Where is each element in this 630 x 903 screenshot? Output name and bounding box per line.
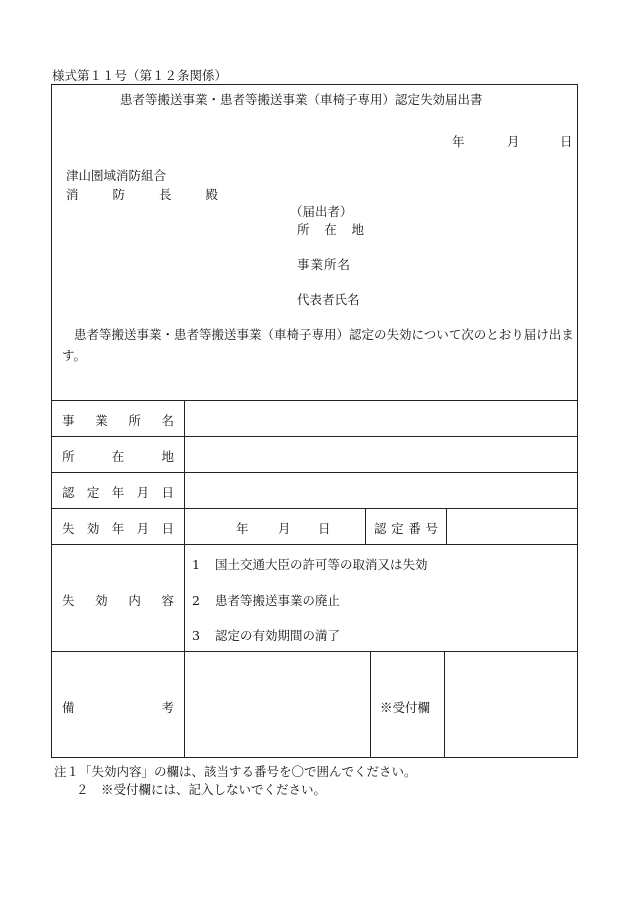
label-cert-date <box>62 483 174 501</box>
label-expiry-date <box>62 519 174 537</box>
reason-num: 2 <box>192 593 200 608</box>
char: 容 <box>161 593 174 608</box>
table-line <box>444 651 445 758</box>
date-day: 日 <box>560 134 573 149</box>
char: 所 <box>128 413 141 428</box>
table-line <box>370 651 371 758</box>
label-office-name <box>62 411 174 429</box>
char: 所 <box>62 449 75 464</box>
addressee-org: 津山圏域消防組合 <box>66 168 167 183</box>
addressee-chief <box>66 185 218 203</box>
char: 効 <box>95 593 108 608</box>
table-line <box>184 400 185 758</box>
char: 年 <box>111 485 125 500</box>
date-year: 年 <box>452 134 465 149</box>
expiry-day[interactable]: 日 <box>318 521 331 536</box>
table-line <box>51 436 578 437</box>
form-number: 様式第１１号（第１２条関係） <box>52 68 228 83</box>
char: 認 <box>374 521 387 536</box>
location-field[interactable] <box>186 438 576 471</box>
char: 号 <box>425 521 438 536</box>
char: 地 <box>351 222 364 237</box>
reason-text: 国土交通大臣の許可等の取消又は失効 <box>214 557 428 572</box>
char: 定 <box>391 521 404 536</box>
char: 業 <box>95 413 108 428</box>
note-2: ２ ※受付欄には、記入しないでください。 <box>76 782 327 797</box>
cert-number-label <box>374 519 438 537</box>
char: 長 <box>158 187 172 202</box>
char: 地 <box>161 449 174 464</box>
form-title: 患者等搬送事業・患者等搬送事業（車椅子専用）認定失効届出書 <box>120 92 483 107</box>
applicant-location-label <box>297 220 364 238</box>
label-expiry-content <box>62 591 174 609</box>
label-remarks <box>62 698 174 716</box>
char: 定 <box>86 485 100 500</box>
table-line <box>51 400 578 401</box>
char: 認 <box>62 485 75 500</box>
applicant-heading: （届出者） <box>290 204 353 219</box>
char: 在 <box>324 222 337 237</box>
remarks-field[interactable] <box>186 653 369 757</box>
table-line <box>446 508 447 544</box>
reason-2[interactable] <box>192 591 340 609</box>
char: 在 <box>111 449 125 464</box>
char: 月 <box>136 485 150 500</box>
char: 失 <box>62 593 75 608</box>
char: 防 <box>112 187 125 202</box>
reception-label: ※受付欄 <box>380 700 431 715</box>
expiry-month[interactable]: 月 <box>278 521 291 536</box>
char: 名 <box>161 413 174 428</box>
char: 日 <box>161 485 174 500</box>
reason-1[interactable] <box>192 555 427 573</box>
char: 殿 <box>205 187 218 202</box>
char: 事 <box>62 413 75 428</box>
label-location <box>62 447 174 465</box>
char: 年 <box>111 521 125 536</box>
char: 所 <box>297 222 310 237</box>
reason-num: 1 <box>192 557 200 572</box>
applicant-office-label: 事業所名 <box>297 257 352 272</box>
table-line <box>51 544 578 545</box>
reason-num: 3 <box>192 628 200 643</box>
char: 番 <box>408 521 421 536</box>
char: 消 <box>66 187 79 202</box>
table-line <box>51 651 578 652</box>
char: 内 <box>128 593 141 608</box>
applicant-rep-label: 代表者氏名 <box>297 292 360 307</box>
reason-3[interactable] <box>192 626 340 644</box>
char: 失 <box>62 521 75 536</box>
char: 効 <box>86 521 100 536</box>
char: 備 <box>62 700 75 715</box>
table-line <box>365 508 366 544</box>
expiry-year[interactable]: 年 <box>236 521 249 536</box>
date-month: 月 <box>507 134 520 149</box>
cert-date-field[interactable] <box>186 474 576 507</box>
char: 日 <box>161 521 174 536</box>
statement: 患者等搬送事業・患者等搬送事業（車椅子専用）認定の失効について次のとおり届け出ます。 <box>62 327 574 363</box>
reason-text: 認定の有効期間の満了 <box>214 628 340 643</box>
note-1: 注１「失効内容」の欄は、該当する番号を〇で囲んでください。 <box>54 764 417 779</box>
char: 月 <box>136 521 150 536</box>
table-line <box>51 508 578 509</box>
char: 考 <box>161 700 174 715</box>
office-name-field[interactable] <box>186 402 576 435</box>
table-line <box>51 472 578 473</box>
reason-text: 患者等搬送事業の廃止 <box>214 593 340 608</box>
cert-number-field[interactable] <box>448 510 576 543</box>
